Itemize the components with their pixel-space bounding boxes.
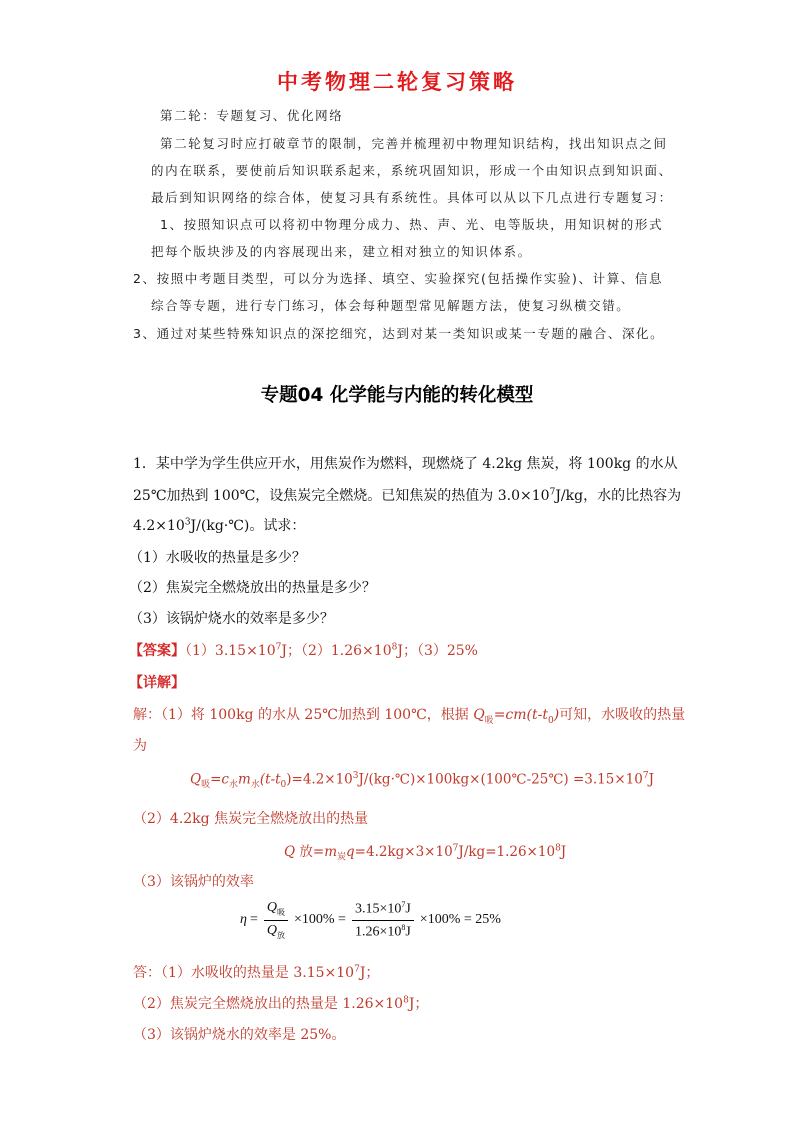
intro-subtitle: 第二轮：专题复习、优化网络 <box>160 108 344 123</box>
intro-line: 最后到知识网络的综合体，使复习具有系统性。具体可以从以下几点进行专题复习： <box>151 190 673 205</box>
question-line: 1．某中学为学生供应开水，用焦炭作为燃料，现燃烧了 4.2kg 焦炭，将 100kg 的水从 <box>133 456 678 472</box>
fraction-values: $\frac{3.15\times 10^7J}{1.26\times 10^8J}$ <box>352 900 414 940</box>
detail-label: 【详解】 <box>129 675 185 691</box>
question-line: $4.2\times 10^3J/(kg\cdot℃)$。试求： <box>133 517 306 534</box>
answer-label: 【答案】 <box>129 643 185 659</box>
conclusion-3: （3）该锅炉烧水的效率是 25%。 <box>133 1027 346 1043</box>
intro-line: 第二轮复习时应打破章节的限制，完善并梳理初中物理知识结构，找出知识点之间 <box>160 136 668 151</box>
intro-line: 综合等专题，进行专门练习，体会每种题型常见解题方法，使复习纵横交错。 <box>151 298 631 313</box>
solution-step-2: （2）4.2kg 焦炭完全燃烧放出的热量 <box>133 811 369 827</box>
formula-heat-released: Q 放$=m_炭q=4.2kg\times 3\times 10^7J/kg=1.26\times 10^8J$ <box>284 843 567 863</box>
intro-line: 1、按照知识点可以将初中物理分成力、热、声、光、电等版块，用知识树的形式 <box>160 217 664 232</box>
solution-step-1: 解：（1）将 100kg 的水从 25℃加热到 100℃，根据 $Q_吸=cm(t-t_0)$可知，水吸收的热量 <box>133 707 686 726</box>
sub-question-3: （3）该锅炉烧水的效率是多少？ <box>129 611 334 627</box>
formula-heat-absorbed: $Q_吸=c_水m_水(t-t_0)=4.2\times 10^3J/(kg\cdot℃)\times 100kg\times(100℃-25℃) =3.15\times 10^7J$ <box>190 771 654 791</box>
sub-question-1: （1）水吸收的热量是多少？ <box>129 550 306 566</box>
conclusion-1: 答：（1）水吸收的热量是 $3.15\times 10^7J$； <box>133 964 380 981</box>
intro-line: 的内在联系，要使前后知识联系起来，系统巩固知识，形成一个由知识点到知识面、 <box>151 163 673 178</box>
fraction-heat-ratio: $\frac{Q_吸}{Q_放}$ <box>264 900 288 941</box>
conclusion-2: （2）焦炭完全燃烧放出的热量是 $1.26\times 10^8J$； <box>133 995 429 1012</box>
formula-efficiency: η = $\frac{Q_吸}{Q_放}$ ×100% = $\frac{3.15\times 10^7J}{1.26\times 10^8J}$ ×100% = 25% <box>240 900 501 940</box>
intro-line: 3、通过对某些特殊知识点的深挖细究，达到对某一类知识或某一专题的融合、深化。 <box>133 326 665 341</box>
sub-question-2: （2）焦炭完全燃烧放出的热量是多少？ <box>129 580 376 596</box>
answer-line: 【答案】$(1)3.15\times 10^7J$；$(2)1.26\times 10^8J$；（3）25% <box>129 642 478 659</box>
intro-line: 2、按照中考题目类型，可以分为选择、填空、实验探究(包括操作实验)、计算、信息 <box>133 271 664 286</box>
page-title: 中考物理二轮复习策略 <box>277 69 517 94</box>
section-heading: 专题04 化学能与内能的转化模型 <box>260 385 534 406</box>
solution-step-3: （3）该锅炉的效率 <box>133 874 254 890</box>
question-line: 25℃加热到 100℃，设焦炭完全燃烧。已知焦炭的热值为 $3.0\times 10^7J/kg$，水的比热容为 <box>133 487 682 504</box>
solution-step-1-cont: 为 <box>133 738 147 754</box>
intro-line: 把每个版块涉及的内容展现出来，建立相对独立的知识体系。 <box>151 244 532 259</box>
